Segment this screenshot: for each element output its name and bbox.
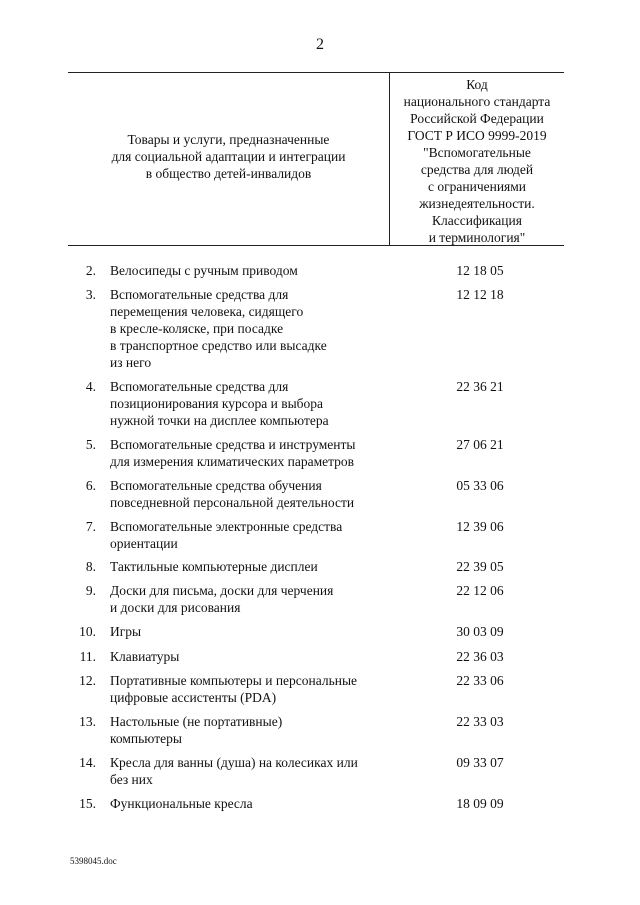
row-number: 10. <box>79 624 96 639</box>
row-code: 09 33 07 <box>456 755 504 770</box>
row-number: 8. <box>85 559 96 574</box>
row-number: 9. <box>85 583 96 598</box>
row-code: 12 39 06 <box>456 519 504 534</box>
row-name: Кресла для ванны (душа) на колесиках или без них <box>110 755 358 787</box>
row-number: 4. <box>85 379 96 394</box>
row-code: 22 33 06 <box>456 673 504 688</box>
row-name: Вспомогательные средства для перемещения человека, сидящего в кресле-коляске, при посадке в транспортное средство или высадке из него <box>110 287 327 370</box>
table-header-goods: Товары и услуги, предназначенные для социальной адаптации и интеграции в общество детей-инвалидов <box>111 132 346 181</box>
row-name: Вспомогательные средства обучения повседневной персональной деятельности <box>110 478 355 510</box>
row-code: 27 06 21 <box>456 437 504 452</box>
table-header-code: Код национального стандарта Российской Федерации ГОСТ Р ИСО 9999-2019 "Вспомогательные средства для людей с ограничениями жизнедеятельности. Классификация и терминология" <box>403 77 551 245</box>
row-code: 22 39 05 <box>456 559 504 574</box>
row-code: 22 33 03 <box>456 714 504 729</box>
table-top-rule <box>68 72 564 73</box>
row-name: Настольные (не портативные) компьютеры <box>110 714 283 746</box>
row-number: 2. <box>85 263 96 278</box>
row-name: Вспомогательные средства для позиционирования курсора и выбора нужной точки на дисплее компьютера <box>110 379 329 428</box>
row-name: Клавиатуры <box>110 649 180 664</box>
row-code: 22 36 21 <box>456 379 504 394</box>
row-code: 12 12 18 <box>456 287 504 302</box>
row-code: 22 36 03 <box>456 649 504 664</box>
row-number: 12. <box>79 673 96 688</box>
row-name: Портативные компьютеры и персональные цифровые ассистенты (PDA) <box>110 673 358 705</box>
row-name: Тактильные компьютерные дисплеи <box>110 559 318 574</box>
document-filename: 5398045.doc <box>70 856 117 866</box>
row-name: Вспомогательные средства и инструменты для измерения климатических параметров <box>110 437 356 469</box>
row-code: 12 18 05 <box>456 263 504 278</box>
row-name: Игры <box>110 624 142 639</box>
table-header-rule <box>68 245 564 246</box>
row-number: 15. <box>79 796 96 811</box>
row-number: 13. <box>79 714 96 729</box>
row-number: 3. <box>85 287 96 302</box>
row-code: 05 33 06 <box>456 478 504 493</box>
row-code: 22 12 06 <box>456 583 504 598</box>
row-number: 14. <box>79 755 96 770</box>
row-number: 5. <box>85 437 96 452</box>
row-number: 6. <box>85 478 96 493</box>
row-number: 11. <box>79 649 96 664</box>
row-code: 18 09 09 <box>456 796 504 811</box>
row-number: 7. <box>85 519 96 534</box>
row-name: Велосипеды с ручным приводом <box>110 263 298 278</box>
page-number: 2 <box>316 36 324 53</box>
row-name: Вспомогательные электронные средства ориентации <box>110 519 343 551</box>
row-name: Функциональные кресла <box>110 796 253 811</box>
row-name: Доски для письма, доски для черчения и доски для рисования <box>110 583 334 615</box>
row-code: 30 03 09 <box>456 624 504 639</box>
